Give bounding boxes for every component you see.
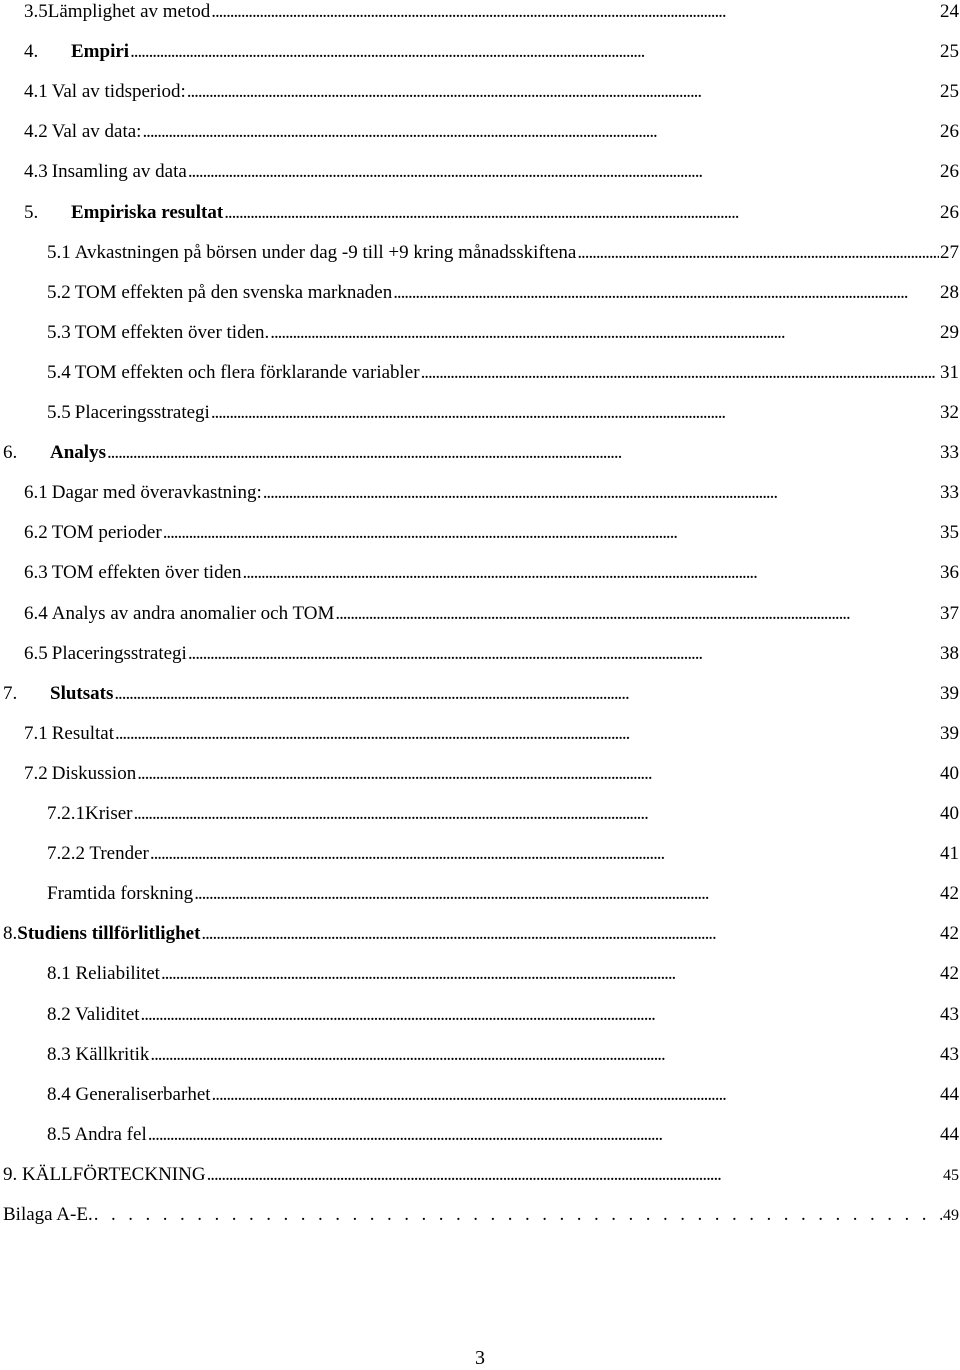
toc-entry-page: 36: [940, 562, 959, 584]
toc-entry-title: Studiens tillförlitlighet: [17, 923, 201, 945]
toc-dot-leader: [94, 1203, 942, 1227]
toc-entry-number: 6.2: [24, 522, 48, 544]
toc-entry-title: Val av data:: [51, 121, 142, 143]
toc-entry[interactable]: [47, 281, 959, 305]
toc-entry[interactable]: [24, 0, 959, 24]
toc-entry[interactable]: [24, 602, 959, 626]
toc-entry-title: Empiriska resultat: [71, 201, 224, 223]
toc-dot-leader: [211, 0, 939, 24]
toc-entry-title: Dagar med överavkastning:: [51, 482, 262, 504]
toc-entry-number: 6.5: [24, 642, 48, 664]
toc-entry-page: 39: [940, 682, 959, 704]
toc-entry-title: Placeringsstrategi: [74, 402, 210, 423]
toc-entry-page: 42: [940, 923, 959, 945]
toc-dot-leader: [114, 682, 939, 706]
toc-entry-title: Slutsats: [50, 682, 114, 704]
toc-entry-number: 7.2: [24, 762, 48, 784]
toc-dot-leader: [577, 241, 939, 265]
toc-entry-page: 24: [940, 1, 959, 22]
toc-entry[interactable]: [47, 321, 959, 345]
toc-entry-number: 5.: [24, 201, 39, 223]
toc-entry-title: Resultat: [51, 722, 115, 744]
toc-dot-leader: [201, 922, 939, 946]
toc-entry-title: Lämplighet av metod: [47, 1, 211, 22]
toc-dot-leader: [148, 1123, 939, 1147]
toc-dot-leader: [188, 642, 939, 666]
toc-dot-leader: [188, 160, 939, 184]
toc-entry-page: 25: [940, 41, 959, 63]
toc-entry-page: 37: [940, 602, 959, 624]
toc-entry[interactable]: [3, 922, 959, 946]
toc-entry-title: Empiri: [71, 41, 130, 63]
toc-entry[interactable]: [47, 1043, 959, 1067]
toc-dot-leader: [243, 561, 939, 585]
toc-entry-title: Bilaga A-E.: [3, 1204, 93, 1225]
toc-entry[interactable]: [24, 561, 959, 585]
toc-entry-page: 31: [940, 361, 959, 383]
toc-entry[interactable]: [24, 120, 959, 144]
toc-entry-page: 26: [940, 161, 959, 183]
toc-entry-title: TOM effekten och flera förklarande variabler: [74, 361, 420, 383]
toc-entry-title: Val av tidsperiod:: [51, 81, 186, 103]
toc-entry-title: 7.2.2 Trender: [47, 843, 149, 865]
toc-dot-leader: [187, 80, 939, 104]
toc-entry[interactable]: [47, 1003, 959, 1027]
toc-entry[interactable]: [47, 802, 959, 826]
toc-entry-page: 42: [940, 963, 959, 985]
toc-entry[interactable]: [24, 160, 959, 184]
toc-entry[interactable]: [47, 962, 959, 986]
toc-entry-number: 5.1: [47, 241, 71, 263]
toc-dot-leader: [421, 361, 939, 385]
toc-entry-title: Avkastningen på börsen under dag -9 till +9 kring månadsskiftena: [74, 241, 577, 263]
toc-entry[interactable]: [24, 642, 959, 666]
toc-entry-number: 5.4: [47, 361, 71, 383]
toc-dot-leader: [150, 842, 939, 866]
toc-entry-page: 45: [943, 1166, 959, 1184]
toc-dot-leader: [141, 1003, 939, 1027]
toc-entry-title: Framtida forskning: [47, 883, 194, 905]
toc-entry-number: 7.1: [24, 722, 48, 744]
toc-entry-page: 35: [940, 522, 959, 544]
toc-dot-leader: [224, 201, 939, 225]
toc-dot-leader: [130, 40, 939, 64]
toc-entry-page: 40: [940, 803, 959, 824]
toc-entry[interactable]: [47, 401, 959, 425]
toc-entry-page: 29: [940, 321, 959, 343]
toc-dot-leader: [137, 762, 939, 786]
toc-entry-page: 44: [940, 1123, 959, 1145]
toc-entry-page: 43: [940, 1003, 959, 1025]
toc-entry-title: Placeringsstrategi: [51, 642, 187, 664]
toc-entry[interactable]: [47, 361, 959, 385]
toc-entry[interactable]: [24, 481, 959, 505]
toc-entry-title: 7.2.1Kriser: [47, 803, 133, 824]
toc-entry-title: Insamling av data: [51, 161, 187, 183]
toc-entry-number: 4.2: [24, 121, 48, 143]
toc-entry[interactable]: [24, 80, 959, 104]
toc-entry-page: 41: [940, 843, 959, 865]
toc-dot-leader: [270, 321, 939, 345]
toc-entry-number: 6.: [3, 442, 18, 464]
toc-dot-leader: [211, 401, 939, 425]
toc-dot-leader: [115, 722, 939, 746]
toc-entry-page: 25: [940, 81, 959, 103]
toc-entry[interactable]: [24, 762, 959, 786]
toc-dot-leader: [133, 802, 939, 826]
toc-entry-page: 42: [940, 883, 959, 905]
toc-entry-title: 8.3 Källkritik: [47, 1043, 150, 1065]
toc-entry-page: 44: [940, 1083, 959, 1105]
toc-entry[interactable]: [3, 1163, 959, 1187]
toc-entry-number: 8.: [3, 923, 18, 945]
toc-entry-page: 40: [940, 762, 959, 784]
toc-entry-title: 8.5 Andra fel: [47, 1123, 147, 1145]
toc-entry-number: 4.1: [24, 81, 48, 103]
toc-dot-leader: [212, 1083, 939, 1107]
toc-entry-number: 3.5: [24, 1, 48, 22]
toc-entry-page: 26: [940, 201, 959, 223]
toc-entry-page: 33: [940, 482, 959, 504]
toc-dot-leader: [161, 962, 939, 986]
toc-entry[interactable]: [24, 40, 959, 64]
toc-entry-page: 49: [943, 1207, 959, 1224]
toc-entry-page: 33: [940, 442, 959, 464]
toc-entry-title: TOM effekten över tiden.: [74, 321, 270, 343]
toc-entry-number: 5.2: [47, 281, 71, 303]
toc-entry[interactable]: [24, 521, 959, 545]
toc-entry[interactable]: [47, 241, 959, 265]
toc-entry-title: TOM perioder: [51, 522, 162, 544]
toc-dot-leader: [194, 882, 939, 906]
toc-entry-title: TOM effekten över tiden: [51, 562, 242, 584]
toc-dot-leader: [207, 1163, 942, 1187]
toc-dot-leader: [263, 481, 939, 505]
toc-entry-title: Analys av andra anomalier och TOM: [51, 602, 335, 624]
toc-dot-leader: [163, 521, 939, 545]
toc-entry[interactable]: [47, 1123, 959, 1147]
toc-dot-leader: [335, 602, 939, 626]
toc-entry-number: 6.4: [24, 602, 48, 624]
toc-entry-page: 28: [940, 281, 959, 303]
toc-dot-leader: [393, 281, 939, 305]
toc-entry-title: 8.4 Generaliserbarhet: [47, 1083, 211, 1105]
toc-entry-page: 43: [940, 1043, 959, 1065]
toc-dot-leader: [150, 1043, 939, 1067]
toc-entry-title: TOM effekten på den svenska marknaden: [74, 281, 393, 303]
toc-entry[interactable]: [47, 842, 959, 866]
toc-entry-title: 8.1 Reliabilitet: [47, 963, 160, 985]
page-number: 3: [475, 1347, 485, 1369]
toc-entry[interactable]: [47, 882, 959, 906]
toc-entry-number: 4.: [24, 41, 39, 63]
toc-entry-title: 9. KÄLLFÖRTECKNING: [3, 1163, 206, 1185]
toc-entry-page: 27: [940, 241, 959, 263]
toc-entry-number: 6.3: [24, 562, 48, 584]
toc-entry-number: 5.3: [47, 321, 71, 343]
toc-entry-page: 38: [940, 642, 959, 664]
toc-entry[interactable]: [24, 201, 959, 225]
toc-entry-title: Analys: [50, 442, 106, 464]
toc-entry[interactable]: [3, 682, 959, 706]
toc-dot-leader: [107, 441, 939, 465]
toc-entry[interactable]: [47, 1083, 959, 1107]
toc-dot-leader: [142, 120, 939, 144]
toc-entry-number: 4.3: [24, 161, 48, 183]
toc-entry-title: Diskussion: [51, 762, 137, 784]
toc-entry-title: 8.2 Validitet: [47, 1003, 140, 1025]
toc-entry[interactable]: [3, 441, 959, 465]
toc-entry-number: 6.1: [24, 482, 48, 504]
toc-entry-number: 7.: [3, 682, 18, 704]
toc-entry-number: 5.5: [47, 402, 71, 423]
toc-entry[interactable]: [24, 722, 959, 746]
toc-entry-page: 32: [940, 402, 959, 423]
toc-entry-page: 26: [940, 121, 959, 143]
toc-entry-page: 39: [940, 722, 959, 744]
toc-entry[interactable]: [3, 1203, 959, 1227]
